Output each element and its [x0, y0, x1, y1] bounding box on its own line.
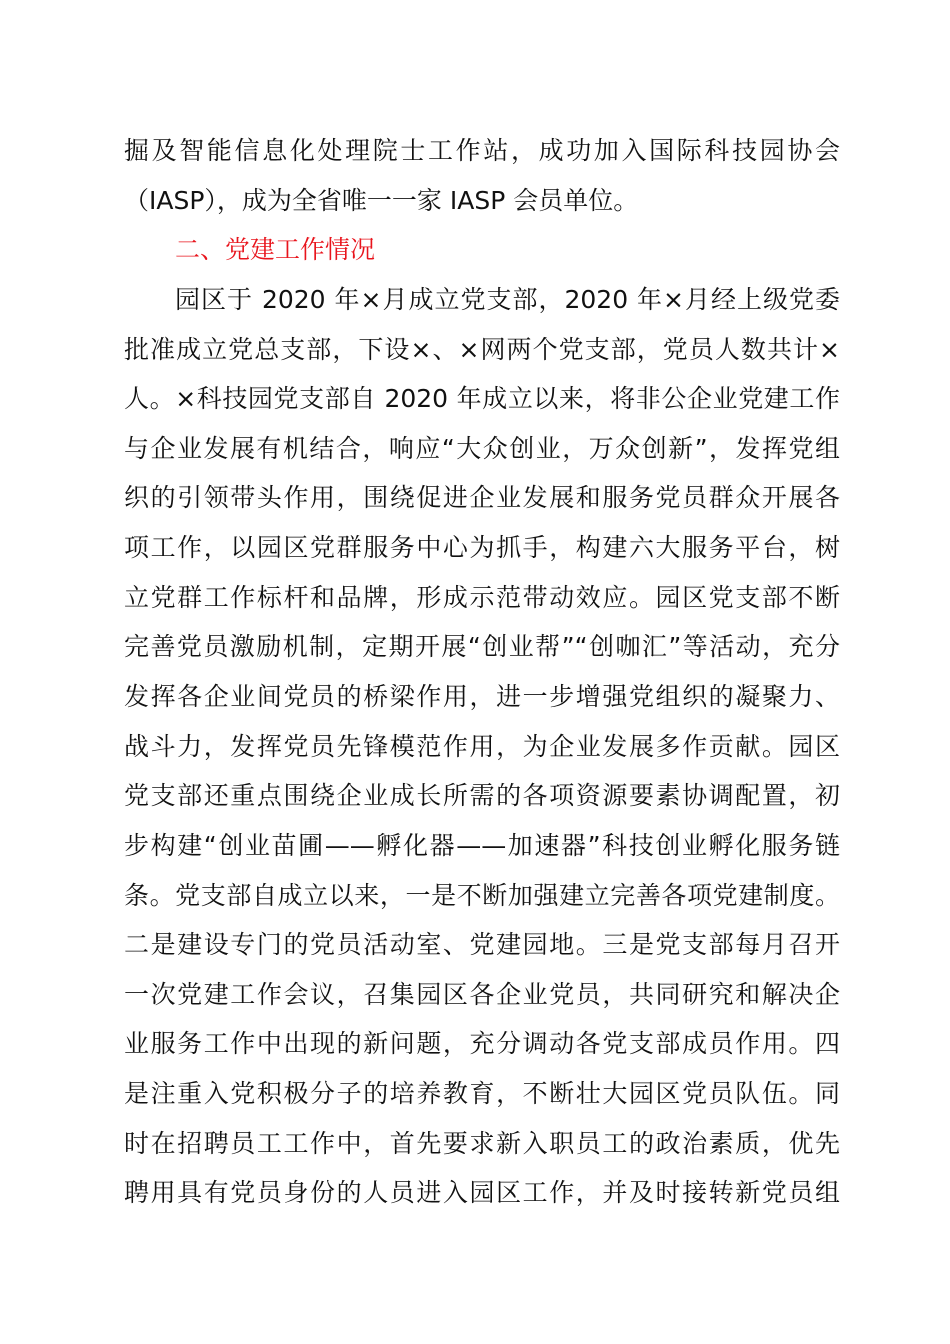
intro-line-2: （IASP），成为全省唯一一家 IASP 会员单位。 [124, 186, 639, 215]
body-line: 条。党支部自成立以来，一是不断加强建立完善各项党建制度。 [124, 881, 840, 910]
body-line: 人。×科技园党支部自 2020 年成立以来，将非公企业党建工作 [124, 384, 840, 413]
body-line: 项工作，以园区党群服务中心为抓手，构建六大服务平台，树 [124, 533, 840, 562]
body-line: 二是建设专门的党员活动室、党建园地。三是党支部每月召开 [124, 930, 840, 959]
body-line: 业服务工作中出现的新问题，充分调动各党支部成员作用。四 [124, 1029, 840, 1058]
body-line: 批准成立党总支部，下设×、×网两个党支部，党员人数共计× [124, 335, 840, 364]
body-line: 战斗力，发挥党员先锋模范作用，为企业发展多作贡献。园区 [124, 732, 840, 761]
body-line: 一次党建工作会议，召集园区各企业党员，共同研究和解决企 [124, 980, 840, 1009]
body-line: 立党群工作标杆和品牌，形成示范带动效应。园区党支部不断 [124, 583, 840, 612]
body-line: 园区于 2020 年×月成立党支部，2020 年×月经上级党委 [175, 285, 840, 314]
body-line: 时在招聘员工工作中，首先要求新入职员工的政治素质，优先 [124, 1129, 840, 1158]
body-line: 是注重入党积极分子的培养教育，不断壮大园区党员队伍。同 [124, 1079, 840, 1108]
body-line: 与企业发展有机结合，响应“大众创业，万众创新”，发挥党组 [124, 434, 840, 463]
body-line: 聘用具有党员身份的人员进入园区工作，并及时接转新党员组 [124, 1178, 840, 1207]
body-line: 织的引领带头作用，围绕促进企业发展和服务党员群众开展各 [124, 483, 840, 512]
body-line: 党支部还重点围绕企业成长所需的各项资源要素协调配置，初 [124, 781, 840, 810]
body-line: 步构建“创业苗圃——孵化器——加速器”科技创业孵化服务链 [124, 831, 840, 860]
intro-line-1: 掘及智能信息化处理院士工作站，成功加入国际科技园协会 [124, 136, 840, 165]
body-line: 发挥各企业间党员的桥梁作用，进一步增强党组织的凝聚力、 [124, 682, 840, 711]
section-heading: 二、党建工作情况 [175, 235, 376, 264]
body-line: 完善党员激励机制，定期开展“创业帮”“创咖汇”等活动，充分 [124, 632, 840, 661]
